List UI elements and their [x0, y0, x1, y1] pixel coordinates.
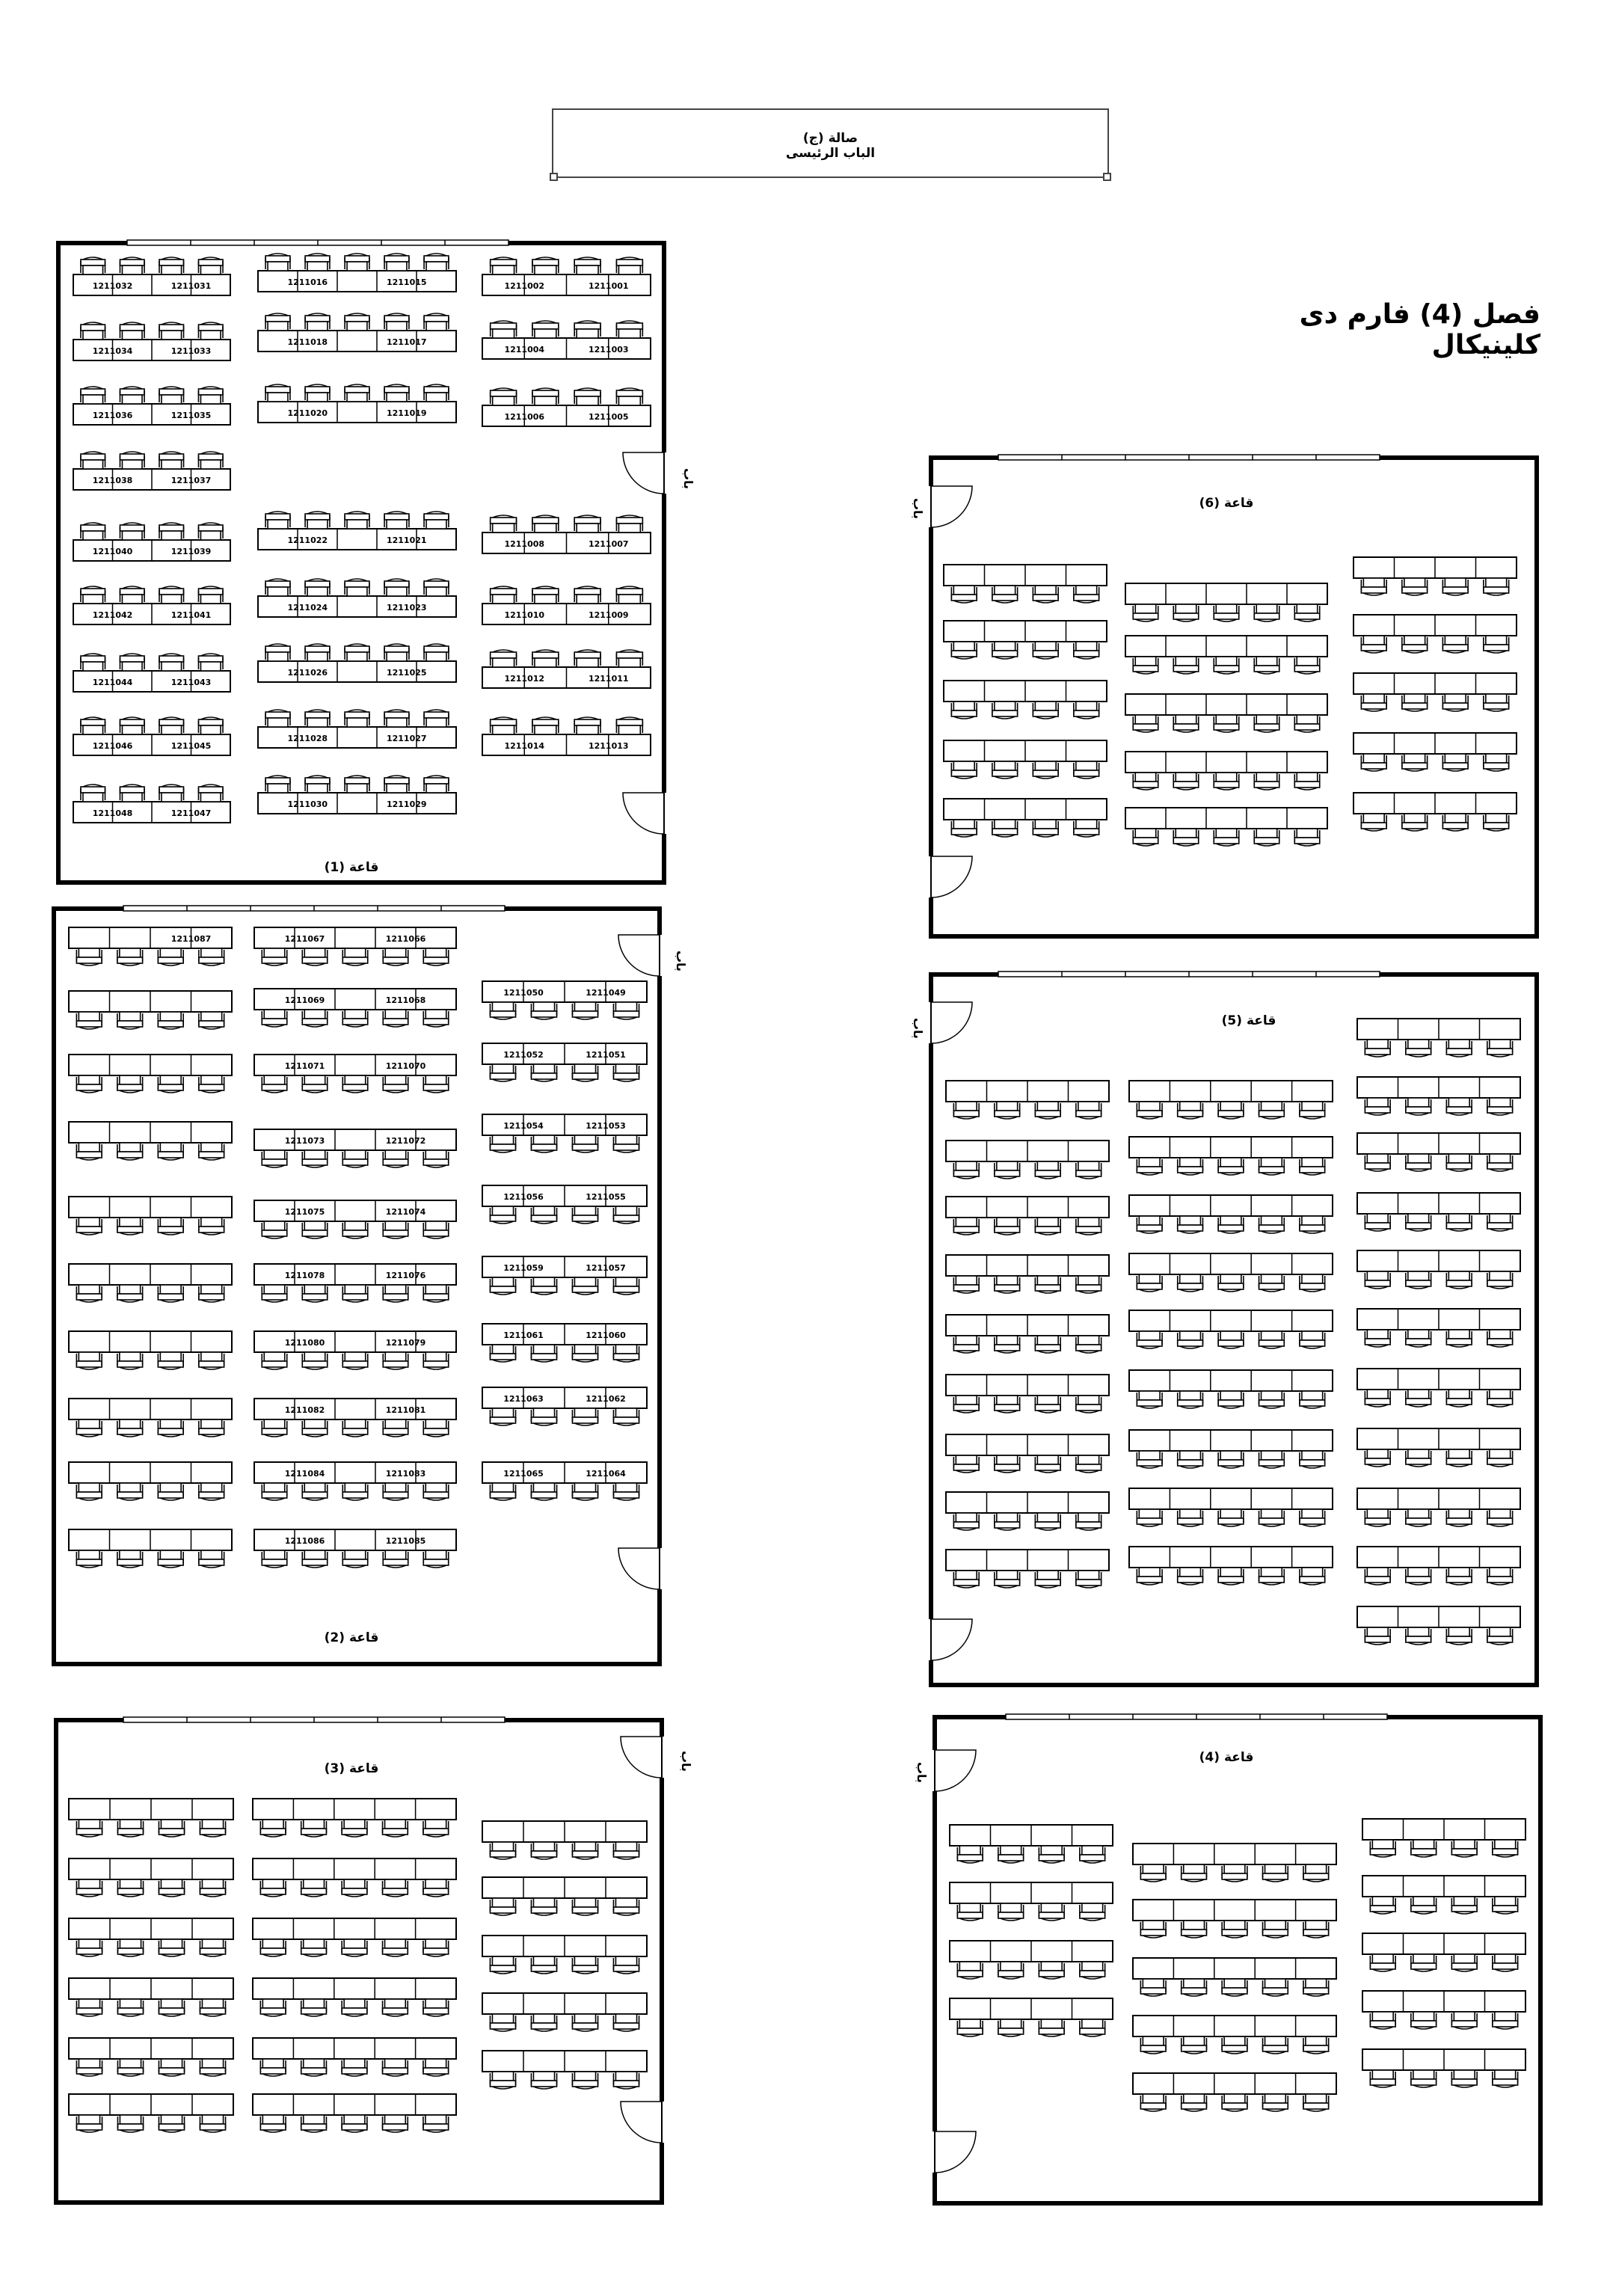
desk-row — [73, 322, 230, 360]
desk-table — [1129, 1547, 1333, 1568]
desk-row — [69, 1918, 233, 1956]
desk-row — [946, 1315, 1109, 1353]
desk-table — [1125, 636, 1327, 657]
desk-table — [253, 1978, 456, 1999]
desk-row — [258, 384, 456, 423]
desk-row — [1357, 1250, 1520, 1289]
desk-table — [1125, 752, 1327, 773]
seat-number: 1211083 — [385, 1469, 426, 1479]
door-icon — [915, 1750, 976, 1791]
seat-number: 1211038 — [92, 476, 133, 485]
desk-row — [950, 1882, 1113, 1921]
desk-row — [73, 523, 230, 561]
room-label: قاعة (2) — [324, 1630, 379, 1645]
door-icon — [932, 2131, 976, 2173]
desk-row — [254, 927, 456, 966]
desk-row — [73, 452, 230, 490]
desk-row — [1357, 1077, 1520, 1115]
desk-row — [946, 1492, 1109, 1530]
door-icon — [911, 1002, 972, 1043]
door-icon — [621, 2102, 665, 2143]
desk-table — [253, 1858, 456, 1879]
seat-number: 1211023 — [386, 603, 427, 613]
desk-row — [944, 799, 1107, 837]
desk-row — [482, 981, 647, 1019]
desk-row — [253, 1918, 456, 1956]
desk-row — [1133, 2016, 1336, 2054]
desk-row — [482, 1114, 647, 1152]
desk-row — [1353, 733, 1517, 771]
desk-table — [253, 1799, 456, 1820]
desk-row — [1357, 1309, 1520, 1347]
desk-row — [69, 2094, 233, 2132]
seat-number: 1211029 — [386, 799, 427, 809]
desk-row — [73, 387, 230, 425]
seat-number: 1211068 — [385, 995, 426, 1005]
seat-number: 1211011 — [588, 674, 629, 684]
seat-number: 1211049 — [586, 988, 626, 998]
desk-row — [69, 1529, 232, 1568]
desk-row — [253, 1799, 456, 1837]
seat-number: 1211027 — [386, 734, 427, 743]
desk-row — [944, 681, 1107, 719]
seat-number: 1211010 — [504, 610, 545, 620]
seat-number: 1211067 — [284, 934, 325, 944]
desk-row — [1357, 1428, 1520, 1467]
door-label: باب — [911, 1017, 925, 1040]
seat-number: 1211040 — [92, 547, 133, 556]
seat-number: 1211087 — [170, 934, 212, 944]
desk-row — [1129, 1370, 1333, 1408]
room-label: قاعة (3) — [324, 1761, 379, 1776]
desk-row — [482, 388, 651, 426]
desk-row — [482, 1324, 647, 1362]
seat-number: 1211071 — [284, 1061, 325, 1071]
desk-table — [1125, 583, 1327, 604]
seat-number: 1211080 — [284, 1338, 325, 1348]
room-6 — [911, 455, 1537, 936]
desk-row — [1125, 752, 1327, 790]
desk-row — [69, 991, 232, 1029]
seat-number: 1211024 — [287, 603, 328, 613]
desk-row — [482, 321, 651, 359]
desk-row — [482, 586, 651, 624]
desk-row — [69, 927, 232, 966]
desk-row — [1357, 1606, 1520, 1645]
seat-number: 1211031 — [170, 281, 212, 291]
desk-row — [258, 776, 456, 814]
seat-number: 1211001 — [588, 281, 629, 291]
desk-row — [482, 1256, 647, 1295]
desk-row — [253, 1858, 456, 1897]
seat-number: 1211045 — [170, 741, 212, 751]
seat-number: 1211005 — [588, 412, 629, 422]
seat-number: 1211048 — [92, 808, 133, 818]
seat-number: 1211073 — [284, 1136, 325, 1146]
seat-number: 1211012 — [504, 674, 545, 684]
seat-number: 1211026 — [287, 668, 328, 678]
desk-row — [1133, 1958, 1336, 1996]
desk-row — [946, 1375, 1109, 1413]
desk-row — [482, 717, 651, 755]
desk-row — [69, 1055, 232, 1093]
desk-table — [1133, 2073, 1336, 2094]
seat-number: 1211007 — [588, 539, 629, 549]
desk-row — [254, 1462, 456, 1500]
seat-number: 1211004 — [504, 345, 545, 354]
desk-row — [69, 1331, 232, 1369]
room-5 — [911, 971, 1537, 1685]
door-icon — [929, 856, 972, 897]
seat-number: 1211039 — [170, 547, 212, 556]
desk-row — [944, 565, 1107, 603]
desk-row — [1125, 694, 1327, 732]
seat-number: 1211003 — [588, 345, 629, 354]
desk-row — [482, 1387, 647, 1425]
door-label: باب — [679, 1750, 693, 1772]
desk-row — [253, 2094, 456, 2132]
desk-row — [944, 621, 1107, 659]
desk-row — [1129, 1430, 1333, 1468]
desk-row — [1129, 1253, 1333, 1292]
desk-row — [73, 717, 230, 755]
seat-number: 1211019 — [386, 408, 427, 418]
seat-number: 1211085 — [385, 1536, 426, 1546]
seat-number: 1211064 — [586, 1469, 626, 1479]
seat-number: 1211018 — [287, 337, 328, 347]
door-icon — [618, 935, 688, 976]
seat-number: 1211009 — [588, 610, 629, 620]
desk-row — [69, 1858, 233, 1897]
door-label: باب — [674, 950, 688, 972]
seat-number: 1211016 — [287, 277, 328, 287]
seat-number: 1211061 — [503, 1330, 544, 1340]
desk-row — [254, 1129, 456, 1167]
desk-row — [69, 1978, 233, 2016]
desk-row — [946, 1255, 1109, 1293]
desk-row — [482, 2051, 647, 2089]
seat-number: 1211006 — [504, 412, 545, 422]
desk-row — [1129, 1310, 1333, 1348]
seat-number: 1211051 — [586, 1050, 626, 1060]
desk-table — [253, 2094, 456, 2115]
desk-row — [1362, 2049, 1525, 2087]
seat-number: 1211036 — [92, 411, 133, 420]
door-label: باب — [911, 497, 925, 520]
seat-number: 1211041 — [170, 610, 212, 620]
desk-row — [1357, 1133, 1520, 1171]
desk-row — [1362, 1933, 1525, 1971]
desk-row — [950, 1941, 1113, 1979]
desk-row — [1357, 1488, 1520, 1526]
desk-row — [946, 1434, 1109, 1473]
seat-number: 1211047 — [170, 808, 212, 818]
desk-table — [1129, 1488, 1333, 1509]
desk-row — [1129, 1137, 1333, 1175]
seat-number: 1211075 — [284, 1207, 325, 1217]
desk-row — [258, 254, 456, 292]
desk-row — [482, 1462, 647, 1500]
seat-number: 1211013 — [588, 741, 629, 751]
desk-row — [482, 515, 651, 553]
seat-number: 1211025 — [386, 668, 427, 678]
desk-table — [1129, 1137, 1333, 1158]
desk-row — [1353, 673, 1517, 711]
desk-row — [254, 989, 456, 1027]
desk-row — [482, 1877, 647, 1915]
desk-row — [254, 1331, 456, 1369]
seat-number: 1211076 — [385, 1271, 426, 1280]
page-title: فصل (4) فارم دى كلينيكال — [1299, 299, 1540, 360]
desk-table — [253, 1918, 456, 1939]
desk-row — [1129, 1081, 1333, 1119]
desk-row — [258, 512, 456, 550]
desk-row — [1125, 583, 1327, 621]
desk-table — [1129, 1195, 1333, 1216]
desk-table — [1129, 1253, 1333, 1274]
seat-number: 1211079 — [385, 1338, 426, 1348]
main-entrance-label: الباب الرئيسى — [785, 146, 876, 161]
desk-row — [258, 644, 456, 682]
desk-row — [69, 1264, 232, 1302]
seat-number: 1211060 — [586, 1330, 626, 1340]
seat-number: 1211081 — [385, 1405, 426, 1415]
door-label: باب — [915, 1761, 929, 1784]
desk-row — [482, 1185, 647, 1224]
seat-number: 1211015 — [386, 277, 427, 287]
desk-row — [1129, 1488, 1333, 1526]
door-icon — [911, 486, 972, 527]
desk-row — [950, 1825, 1113, 1863]
desk-row — [73, 586, 230, 624]
room-label: قاعة (1) — [324, 860, 379, 875]
seat-number: 1211020 — [287, 408, 328, 418]
seat-number: 1211028 — [287, 734, 328, 743]
desk-row — [1357, 1019, 1520, 1057]
desk-row — [1125, 808, 1327, 846]
seat-number: 1211082 — [284, 1405, 325, 1415]
desk-table — [1129, 1430, 1333, 1451]
room-2 — [54, 906, 688, 1664]
door-label: باب — [681, 467, 695, 490]
seat-number: 1211069 — [284, 995, 325, 1005]
desk-row — [69, 1462, 232, 1500]
seat-number: 1211042 — [92, 610, 133, 620]
seat-number: 1211065 — [503, 1469, 544, 1479]
desk-row — [946, 1081, 1109, 1119]
desk-row — [69, 1399, 232, 1437]
desk-row — [482, 1936, 647, 1974]
desk-row — [1357, 1547, 1520, 1585]
desk-table — [1125, 694, 1327, 715]
seat-number: 1211086 — [284, 1536, 325, 1546]
desk-row — [69, 1799, 233, 1837]
seat-number: 1211030 — [287, 799, 328, 809]
desk-row — [946, 1141, 1109, 1179]
seat-number: 1211054 — [503, 1121, 544, 1131]
desk-row — [258, 710, 456, 748]
desk-row — [253, 2038, 456, 2076]
room-3 — [56, 1717, 693, 2203]
seat-number: 1211055 — [586, 1192, 626, 1202]
desk-row — [69, 1122, 232, 1160]
desk-table — [1125, 808, 1327, 829]
desk-table — [1133, 1844, 1336, 1864]
seat-number: 1211084 — [284, 1469, 325, 1479]
desk-row — [254, 1264, 456, 1302]
door-icon — [929, 1619, 972, 1660]
desk-row — [1133, 2073, 1336, 2111]
desk-row — [1353, 793, 1517, 831]
door-icon — [618, 1548, 663, 1589]
seat-number: 1211052 — [503, 1050, 544, 1060]
seat-number: 1211063 — [503, 1394, 544, 1404]
seat-number: 1211066 — [385, 934, 426, 944]
desk-row — [73, 257, 230, 295]
desk-row — [1125, 636, 1327, 674]
desk-row — [1133, 1900, 1336, 1938]
room-1 — [58, 240, 695, 883]
desk-row — [482, 257, 651, 295]
room-label: قاعة (4) — [1199, 1750, 1254, 1765]
desk-row — [254, 1200, 456, 1238]
desk-table — [1133, 1958, 1336, 1979]
seat-number: 1211062 — [586, 1394, 626, 1404]
desk-row — [482, 1993, 647, 2031]
desk-row — [482, 1821, 647, 1859]
desk-table — [1133, 1900, 1336, 1921]
desk-table — [1129, 1370, 1333, 1391]
desk-row — [944, 740, 1107, 779]
desk-row — [73, 654, 230, 692]
desk-row — [1133, 1844, 1336, 1882]
room-4 — [915, 1714, 1540, 2203]
desk-table — [253, 2038, 456, 2059]
seat-number: 1211057 — [586, 1263, 626, 1273]
seat-number: 1211008 — [504, 539, 545, 549]
desk-row — [69, 2038, 233, 2076]
desk-row — [1357, 1369, 1520, 1407]
desk-row — [254, 1529, 456, 1568]
seat-number: 1211017 — [386, 337, 427, 347]
desk-table — [1129, 1081, 1333, 1102]
door-icon — [623, 452, 695, 494]
hall-name: صالة (ج) — [802, 131, 858, 146]
desk-row — [254, 1399, 456, 1437]
seat-number: 1211072 — [385, 1136, 426, 1146]
seat-number: 1211022 — [287, 535, 328, 545]
desk-row — [946, 1550, 1109, 1588]
desk-row — [482, 650, 651, 688]
seat-number: 1211043 — [170, 678, 212, 687]
seat-number: 1211044 — [92, 678, 133, 687]
desk-row — [254, 1055, 456, 1093]
seat-number: 1211056 — [503, 1192, 544, 1202]
seat-number: 1211037 — [170, 476, 212, 485]
desk-row — [1362, 1991, 1525, 2029]
desk-row — [253, 1978, 456, 2016]
seat-number: 1211050 — [503, 988, 544, 998]
desk-row — [946, 1197, 1109, 1235]
seat-number: 1211002 — [504, 281, 545, 291]
desk-row — [1353, 557, 1517, 595]
room-label: قاعة (6) — [1199, 496, 1254, 511]
desk-row — [482, 1043, 647, 1081]
desk-row — [69, 1197, 232, 1235]
desk-table — [1133, 2016, 1336, 2036]
desk-row — [950, 1998, 1113, 2036]
desk-row — [1362, 1819, 1525, 1857]
door-icon — [623, 793, 667, 834]
seat-number: 1211053 — [586, 1121, 626, 1131]
seat-number: 1211034 — [92, 346, 133, 356]
seat-number: 1211033 — [170, 346, 212, 356]
seat-number: 1211046 — [92, 741, 133, 751]
desk-row — [73, 785, 230, 823]
seat-number: 1211014 — [504, 741, 545, 751]
desk-row — [1353, 615, 1517, 653]
seat-number: 1211032 — [92, 281, 133, 291]
room-label: قاعة (5) — [1221, 1013, 1276, 1028]
seat-number: 1211059 — [503, 1263, 544, 1273]
seat-number: 1211070 — [385, 1061, 426, 1071]
door-icon — [621, 1737, 693, 1778]
desk-row — [1129, 1195, 1333, 1233]
desk-row — [1362, 1876, 1525, 1914]
seat-number: 1211078 — [284, 1271, 325, 1280]
seat-number: 1211021 — [386, 535, 427, 545]
seat-number: 1211035 — [170, 411, 212, 420]
desk-table — [1129, 1310, 1333, 1331]
desk-row — [1129, 1547, 1333, 1585]
seat-number: 1211074 — [385, 1207, 426, 1217]
desk-row — [258, 579, 456, 617]
desk-row — [258, 313, 456, 352]
desk-row — [1357, 1193, 1520, 1231]
